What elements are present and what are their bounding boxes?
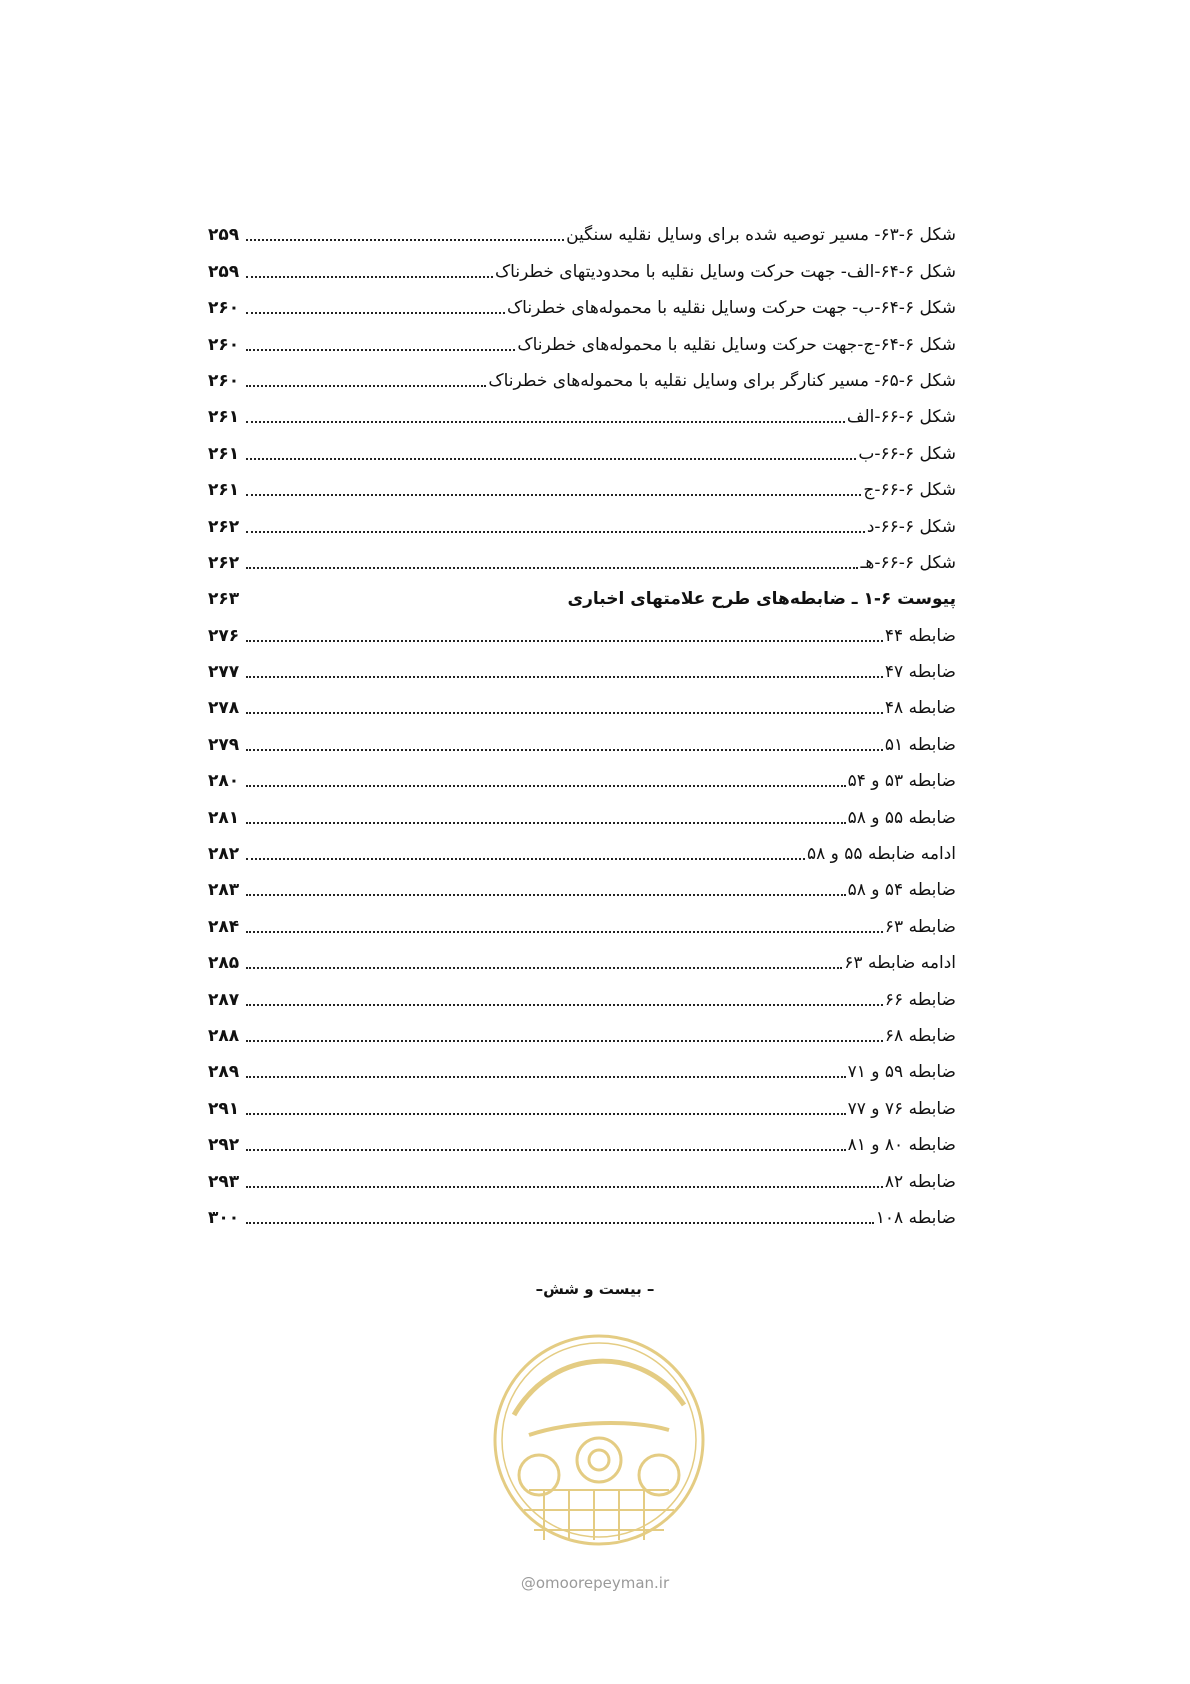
toc-entry-label: شکل ۶-۶۶-الف xyxy=(846,407,956,428)
toc-entry xyxy=(208,538,956,574)
toc-entry-label: شکل ۶-۶۴-ج-جهت حرکت وسایل نقلیه با محموله‌های خطرناک xyxy=(517,334,956,355)
dot-leader xyxy=(246,311,505,314)
dot-leader xyxy=(246,857,805,860)
toc-entry xyxy=(208,974,956,1010)
toc-entry xyxy=(208,319,956,355)
toc-entry-page: ۲۶۱ xyxy=(208,407,240,428)
toc-entry-page: ۲۶۰ xyxy=(208,370,240,391)
toc-entry xyxy=(208,610,956,646)
toc-entry xyxy=(208,1011,956,1047)
dot-leader xyxy=(246,348,515,351)
toc-entry-page: ۲۵۹ xyxy=(208,261,240,282)
toc-entry xyxy=(208,865,956,901)
toc-entry xyxy=(208,1193,956,1229)
toc-entry-label: ضابطه ۷۶ و ۷۷ xyxy=(847,1098,956,1119)
dot-leader xyxy=(246,639,883,642)
toc-entry-page: ۲۶۰ xyxy=(208,334,240,355)
toc-entry-page: ۳۰۰ xyxy=(208,1207,240,1228)
toc-entry-page: ۲۸۸ xyxy=(208,1025,240,1046)
at-icon: @ xyxy=(520,1574,536,1592)
toc-entry xyxy=(208,501,956,537)
toc-entry xyxy=(208,647,956,683)
toc-entry-page: ۲۸۰ xyxy=(208,771,240,792)
toc-entry-label: شکل ۶-۶۶-ج xyxy=(863,480,956,501)
toc-entry-label: ضابطه ۶۸ xyxy=(884,1025,956,1046)
dot-leader xyxy=(246,1185,883,1188)
toc-entry-label: شکل ۶-۶۵- مسیر کنارگر برای وسایل نقلیه با محموله‌های خطرناک xyxy=(488,370,956,391)
toc-entry-page: ۲۶۱ xyxy=(208,443,240,464)
toc-entry xyxy=(208,210,956,246)
toc-entry-label: شکل ۶-۶۴-الف- جهت حرکت وسایل نقلیه با محدودیتهای خطرناک xyxy=(494,261,956,282)
toc-entry-label: شکل ۶-۶۳- مسیر توصیه شده برای وسایل نقلیه سنگین xyxy=(566,225,956,246)
toc-entry xyxy=(208,829,956,865)
dot-leader xyxy=(246,748,883,751)
dot-leader xyxy=(246,1112,846,1115)
dot-leader xyxy=(246,275,493,278)
toc-entry-page: ۲۶۳ xyxy=(208,589,240,610)
dot-leader xyxy=(246,457,856,460)
toc-entry xyxy=(208,938,956,974)
toc-entry xyxy=(208,683,956,719)
toc-entry-page: ۲۷۸ xyxy=(208,698,240,719)
toc-entry-page: ۲۸۲ xyxy=(208,844,240,865)
toc-entry-label: ضابطه ۴۴ xyxy=(884,625,956,646)
toc-entry xyxy=(208,719,956,755)
toc-entry-label: ادامه ضابطه ۵۵ و ۵۸ xyxy=(806,844,956,865)
table-of-contents xyxy=(208,210,956,1229)
toc-entry-label: ضابطه ۵۳ و ۵۴ xyxy=(847,771,956,792)
toc-entry xyxy=(208,756,956,792)
dot-leader xyxy=(246,1075,846,1078)
toc-entry-label: شکل ۶-۶۶-هـ xyxy=(860,552,956,573)
toc-entry-label: شکل ۶-۶۶-د xyxy=(866,516,956,537)
dot-leader xyxy=(246,530,865,533)
dot-leader xyxy=(246,238,564,241)
dot-leader xyxy=(246,675,883,678)
toc-entry xyxy=(208,246,956,282)
toc-entry-page: ۲۷۹ xyxy=(208,734,240,755)
toc-entry-page: ۲۸۱ xyxy=(208,807,240,828)
dot-leader xyxy=(246,604,566,605)
dot-leader xyxy=(246,821,846,824)
toc-heading xyxy=(208,574,956,610)
dot-leader xyxy=(246,1221,874,1224)
toc-entry xyxy=(208,1083,956,1119)
dot-leader xyxy=(246,1148,846,1151)
toc-entry-page: ۲۸۷ xyxy=(208,989,240,1010)
dot-leader xyxy=(246,384,486,387)
toc-entry-label: ادامه ضابطه ۶۳ xyxy=(844,953,956,974)
dot-leader xyxy=(246,1003,883,1006)
toc-entry xyxy=(208,901,956,937)
toc-entry-label: ضابطه ۶۳ xyxy=(884,916,956,937)
toc-entry xyxy=(208,1047,956,1083)
toc-entry-label: ضابطه ۴۸ xyxy=(884,698,956,719)
dot-leader xyxy=(246,566,858,569)
dot-leader xyxy=(246,711,883,714)
toc-entry-page: ۲۹۲ xyxy=(208,1135,240,1156)
dot-leader xyxy=(246,493,861,496)
toc-entry xyxy=(208,465,956,501)
toc-entry-page: ۲۷۶ xyxy=(208,625,240,646)
toc-entry-label: ضابطه ۴۷ xyxy=(884,662,956,683)
toc-entry-page: ۲۶۰ xyxy=(208,298,240,319)
toc-entry-label: پیوست ۶-۱ ـ ضابطه‌های طرح علامتهای اخباری xyxy=(567,589,956,610)
toc-entry xyxy=(208,283,956,319)
toc-entry-label: شکل ۶-۶۶-ب xyxy=(858,443,956,464)
toc-entry-label: ضابطه ۶۶ xyxy=(884,989,956,1010)
toc-entry xyxy=(208,1156,956,1192)
seal-icon xyxy=(495,1336,703,1544)
toc-entry-page: ۲۹۳ xyxy=(208,1171,240,1192)
toc-entry-page: ۲۶۱ xyxy=(208,480,240,501)
toc-entry-page: ۲۹۱ xyxy=(208,1098,240,1119)
toc-entry-label: ضابطه ۵۴ و ۵۸ xyxy=(847,880,956,901)
dot-leader xyxy=(246,784,846,787)
toc-entry-page: ۲۸۳ xyxy=(208,880,240,901)
toc-entry-label: ضابطه ۱۰۸ xyxy=(875,1207,956,1228)
dot-leader xyxy=(246,420,845,423)
dot-leader xyxy=(246,893,846,896)
watermark-url xyxy=(0,1574,1190,1592)
toc-entry xyxy=(208,1120,956,1156)
toc-entry-label: ضابطه ۸۰ و ۸۱ xyxy=(847,1135,956,1156)
toc-entry-page: ۲۸۵ xyxy=(208,953,240,974)
dot-leader xyxy=(246,966,842,969)
watermark-seal xyxy=(484,1325,714,1565)
toc-entry-page: ۲۸۹ xyxy=(208,1062,240,1083)
toc-entry xyxy=(208,392,956,428)
toc-entry-page: ۲۵۹ xyxy=(208,225,240,246)
dot-leader xyxy=(246,930,883,933)
watermark-url-text: omoorepeyman.ir xyxy=(535,1574,670,1592)
toc-entry-label: ضابطه ۵۵ و ۵۸ xyxy=(847,807,956,828)
toc-entry-label: ضابطه ۵۹ و ۷۱ xyxy=(847,1062,956,1083)
dot-leader xyxy=(246,1039,883,1042)
toc-entry-page: ۲۸۴ xyxy=(208,916,240,937)
page-number-footer: – بیست و شش– xyxy=(535,1280,655,1298)
toc-entry-page: ۲۶۲ xyxy=(208,516,240,537)
toc-entry xyxy=(208,428,956,464)
toc-entry-page: ۲۶۲ xyxy=(208,552,240,573)
toc-entry xyxy=(208,356,956,392)
toc-entry-label: شکل ۶-۶۴-ب- جهت حرکت وسایل نقلیه با محموله‌های خطرناک xyxy=(506,298,956,319)
toc-entry-label: ضابطه ۸۲ xyxy=(884,1171,956,1192)
toc-entry-label: ضابطه ۵۱ xyxy=(884,734,956,755)
toc-entry xyxy=(208,792,956,828)
toc-entry-page: ۲۷۷ xyxy=(208,662,240,683)
